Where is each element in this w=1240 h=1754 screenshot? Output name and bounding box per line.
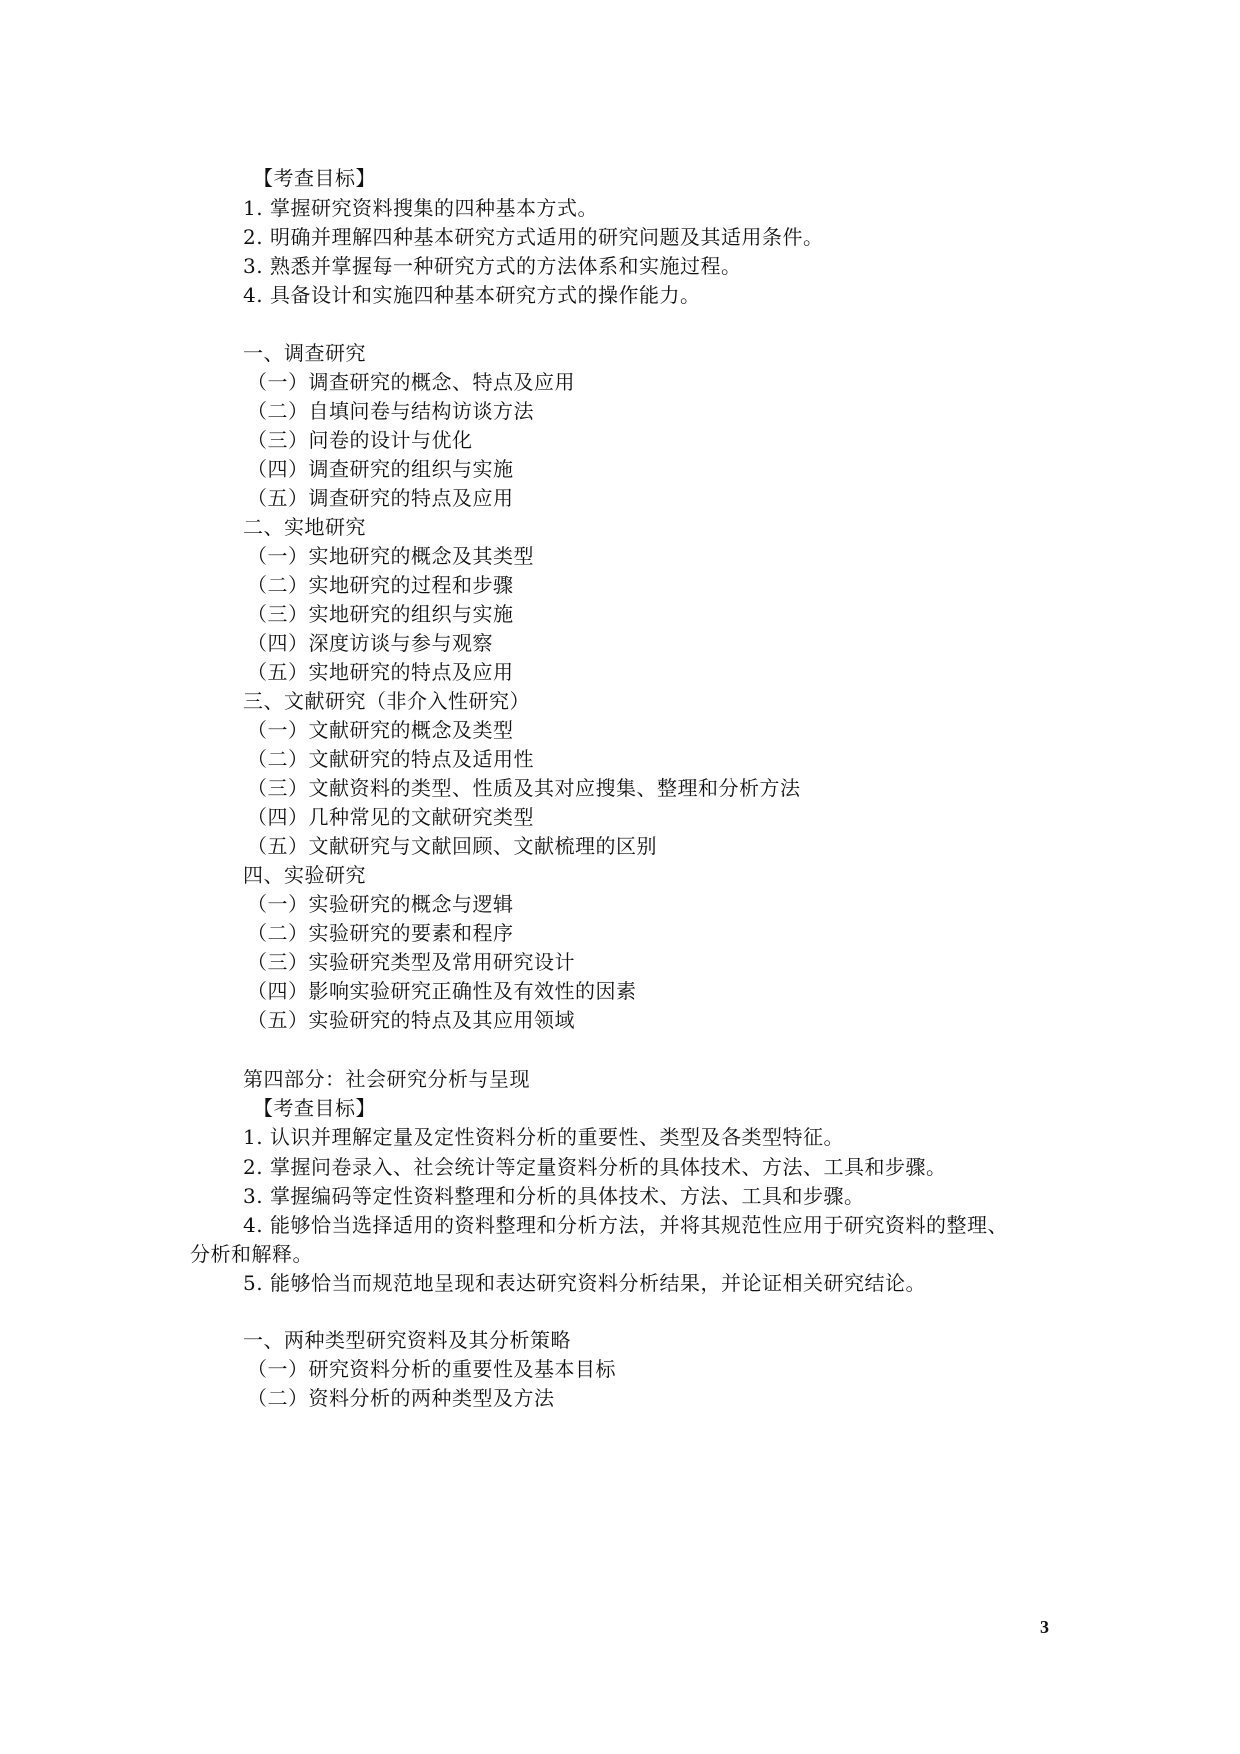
goal-item: 1. 认识并理解定量及定性资料分析的重要性、类型及各类型特征。 bbox=[243, 1125, 844, 1149]
goal-item: 1. 掌握研究资料搜集的四种基本方式。 bbox=[243, 196, 598, 220]
topic-item: （一）调查研究的概念、特点及应用 bbox=[247, 370, 575, 394]
goal-item: 4. 具备设计和实施四种基本研究方式的操作能力。 bbox=[243, 283, 701, 307]
topic-item: （四）调查研究的组织与实施 bbox=[247, 457, 514, 481]
topic-title: 一、调查研究 bbox=[243, 341, 366, 365]
topic-item: （五）调查研究的特点及应用 bbox=[247, 486, 514, 510]
goal-item: 3. 掌握编码等定性资料整理和分析的具体技术、方法、工具和步骤。 bbox=[243, 1184, 865, 1208]
topic-title: 三、文献研究（非介入性研究） bbox=[243, 689, 530, 713]
goals-heading: 【考查目标】 bbox=[253, 1096, 376, 1120]
topic-item: （一）实地研究的概念及其类型 bbox=[247, 544, 534, 568]
goal-item-continuation: 分析和解释。 bbox=[190, 1242, 313, 1266]
topic-item: （三）问卷的设计与优化 bbox=[247, 428, 473, 452]
topic-item: （二）资料分析的两种类型及方法 bbox=[247, 1386, 555, 1410]
topic-title: 一、两种类型研究资料及其分析策略 bbox=[243, 1328, 571, 1352]
topic-item: （五）文献研究与文献回顾、文献梳理的区别 bbox=[247, 834, 657, 858]
topic-item: （五）实验研究的特点及其应用领域 bbox=[247, 1008, 575, 1032]
topic-item: （二）文献研究的特点及适用性 bbox=[247, 747, 534, 771]
goal-item: 3. 熟悉并掌握每一种研究方式的方法体系和实施过程。 bbox=[243, 254, 742, 278]
goal-item: 2. 明确并理解四种基本研究方式适用的研究问题及其适用条件。 bbox=[243, 225, 824, 249]
topic-item: （一）研究资料分析的重要性及基本目标 bbox=[247, 1357, 616, 1381]
goal-item: 4. 能够恰当选择适用的资料整理和分析方法，并将其规范性应用于研究资料的整理、 bbox=[243, 1213, 1008, 1237]
topic-item: （一）实验研究的概念与逻辑 bbox=[247, 892, 514, 916]
topic-item: （三）实地研究的组织与实施 bbox=[247, 602, 514, 626]
topic-item: （二）实地研究的过程和步骤 bbox=[247, 573, 514, 597]
topic-item: （四）几种常见的文献研究类型 bbox=[247, 805, 534, 829]
topic-item: （三）实验研究类型及常用研究设计 bbox=[247, 950, 575, 974]
topic-title: 四、实验研究 bbox=[243, 863, 366, 887]
topic-title: 二、实地研究 bbox=[243, 515, 366, 539]
topic-item: （二）自填问卷与结构访谈方法 bbox=[247, 399, 534, 423]
section-title: 第四部分：社会研究分析与呈现 bbox=[243, 1067, 530, 1091]
topic-item: （四）深度访谈与参与观察 bbox=[247, 631, 493, 655]
page-number: 3 bbox=[1040, 1617, 1049, 1637]
goal-item: 2. 掌握问卷录入、社会统计等定量资料分析的具体技术、方法、工具和步骤。 bbox=[243, 1155, 947, 1179]
topic-item: （五）实地研究的特点及应用 bbox=[247, 660, 514, 684]
topic-item: （四）影响实验研究正确性及有效性的因素 bbox=[247, 979, 637, 1003]
topic-item: （三）文献资料的类型、性质及其对应搜集、整理和分析方法 bbox=[247, 776, 801, 800]
goal-item: 5. 能够恰当而规范地呈现和表达研究资料分析结果，并论证相关研究结论。 bbox=[243, 1271, 926, 1295]
topic-item: （一）文献研究的概念及类型 bbox=[247, 718, 514, 742]
goals-heading: 【考查目标】 bbox=[253, 166, 376, 190]
topic-item: （二）实验研究的要素和程序 bbox=[247, 921, 514, 945]
